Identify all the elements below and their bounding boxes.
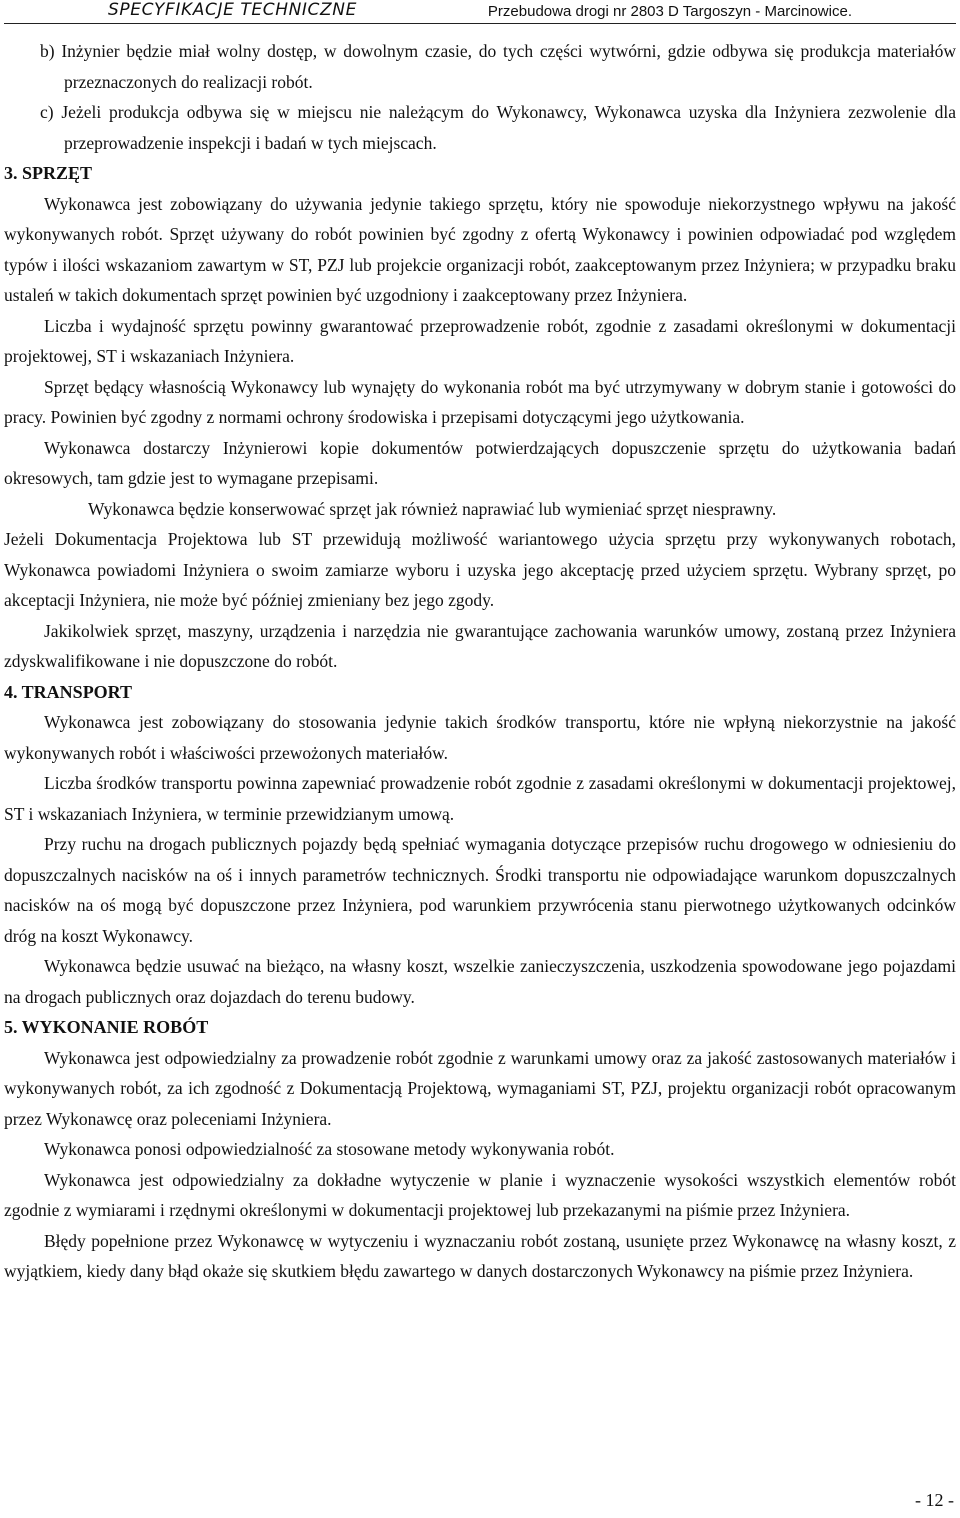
page-number: - 12 - [915, 1490, 954, 1510]
sprzet-paragraph-6: Jeżeli Dokumentacja Projektowa lub ST przewidują możliwość wariantowego użycia sprzętu przy wykonywanych robotach, Wykonawca powiadomi Inżyniera o swoim zamiarze wyboru i uzyska jego akceptację przed użyciem sprzętu. Wybrany sprzęt, po akceptacji Inżyniera, nie może być później zmieniany bez jego zgody. [4, 529, 956, 610]
header-title: SPECYFIKACJE TECHNICZNE [108, 0, 357, 20]
wykonanie-paragraph-3: Wykonawca jest odpowiedzialny za dokładne wytyczenie w planie i wyznaczenie wysokości wszystkich elementów robót zgodnie z wymiarami i rzędnymi określonymi w dokumentacji projektowej lub przekazanymi na piśmie przez Inżyniera. [4, 1169, 956, 1220]
section-heading-transport: 4. TRANSPORT [4, 681, 133, 702]
wykonanie-paragraph-4: Błędy popełnione przez Wykonawcę w wytyczeniu i wyznaczaniu robót zostaną, usunięte przez Wykonawcę na własny koszt, z wyjątkiem, kiedy dany błąd okaże się skutkiem błędu zawartego w danych dostarczonych Wykonawcy na piśmie przez Inżyniera. [4, 1230, 956, 1281]
list-item-c: c) Jeżeli produkcja odbywa się w miejscu nie należącym do Wykonawcy, Wykonawca uzyska dla Inżyniera zezwolenie dla przeprowadzenie inspekcji i badań w tych miejscach. [40, 102, 956, 153]
transport-paragraph-4: Wykonawca będzie usuwać na bieżąco, na własny koszt, wszelkie zanieczyszczenia, uszkodzenia spowodowane jego pojazdami na drogach publicznych oraz dojazdach do terenu budowy. [4, 956, 956, 1007]
transport-paragraph-2: Liczba środków transportu powinna zapewniać prowadzenie robót zgodnie z zasadami określonymi w dokumentacji projektowej, ST i wskazaniach Inżyniera, w terminie przewidzianym umową. [4, 773, 956, 824]
document-body [4, 36, 956, 1287]
wykonanie-paragraph-1: Wykonawca jest odpowiedzialny za prowadzenie robót zgodnie z warunkami umowy oraz za jakość zastosowanych materiałów i wykonywanych robót, za ich zgodność z Dokumentacją Projektową, wymaganiami ST, PZJ, projektu organizacji robót opracowanym przez Wykonawcę oraz poleceniami Inżyniera. [4, 1047, 956, 1129]
list-item-b: b) Inżynier będzie miał wolny dostęp, w dowolnym czasie, do tych części wytwórni, gdzie odbywa się produkcja materiałów przeznaczonych do realizacji robót. [40, 41, 956, 92]
section-heading-wykonanie-robot: 5. WYKONANIE ROBÓT [4, 1017, 209, 1037]
sprzet-paragraph-4: Wykonawca dostarczy Inżynierowi kopie dokumentów potwierdzających dopuszczenie sprzętu do użytkowania badań okresowych, tam gdzie jest to wymagane przepisami. [4, 437, 956, 488]
sprzet-paragraph-2: Liczba i wydajność sprzętu powinny gwarantować przeprowadzenie robót, zgodnie z zasadami określonymi w dokumentacji projektowej, ST i wskazaniach Inżyniera. [4, 315, 956, 366]
wykonanie-paragraph-2: Wykonawca ponosi odpowiedzialność za stosowane metody wykonywania robót. [44, 1139, 615, 1159]
header-project-name: Przebudowa drogi nr 2803 D Targoszyn - Marcinowice. [487, 3, 852, 20]
transport-paragraph-3: Przy ruchu na drogach publicznych pojazdy będą spełniać wymagania dotyczące przepisów ruchu drogowego w odniesieniu do dopuszczalnych nacisków na oś i innych parametrów technicznych. Środki transportu nie odpowiadające warunkom dopuszczalnych nacisków na oś mogą być dopuszczone przez Inżyniera, pod warunkiem przywrócenia stanu pierwotnego użytkowanych odcinków dróg na koszt Wykonawcy. [4, 834, 956, 946]
page-header [0, 0, 960, 24]
sprzet-paragraph-5: Wykonawca będzie konserwować sprzęt jak również naprawiać lub wymieniać sprzęt niesprawny. [88, 498, 777, 519]
header-divider [4, 23, 956, 24]
transport-paragraph-1: Wykonawca jest zobowiązany do stosowania jedynie takich środków transportu, które nie wpłyną niekorzystnie na jakość wykonywanych robót i właściwości przewożonych materiałów. [4, 712, 956, 763]
sprzet-paragraph-3: Sprzęt będący własnością Wykonawcy lub wynajęty do wykonania robót ma być utrzymywany w dobrym stanie i gotowości do pracy. Powinien być zgodny z normami ochrony środowiska i przepisami dotyczącymi jego użytkowania. [4, 376, 956, 427]
sprzet-paragraph-7: Jakikolwiek sprzęt, maszyny, urządzenia i narzędzia nie gwarantujące zachowania warunków umowy, zostaną przez Inżyniera zdyskwalifikowane i nie dopuszczone do robót. [4, 620, 956, 671]
section-heading-sprzet: 3. SPRZĘT [4, 163, 93, 183]
sprzet-paragraph-1: Wykonawca jest zobowiązany do używania jedynie takiego sprzętu, który nie spowoduje niekorzystnego wpływu na jakość wykonywanych robót. Sprzęt używany do robót powinien być zgodny z ofertą Wykonawcy i powinien odpowiadać pod względem typów i ilości wskazaniom zawartym w ST, PZJ lub projekcie organizacji robót, zaakceptowanym przez Inżyniera; w przypadku braku ustaleń w takich dokumentach sprzęt powinien być uzgodniony i zaakceptowany przez Inżyniera. [4, 193, 956, 305]
